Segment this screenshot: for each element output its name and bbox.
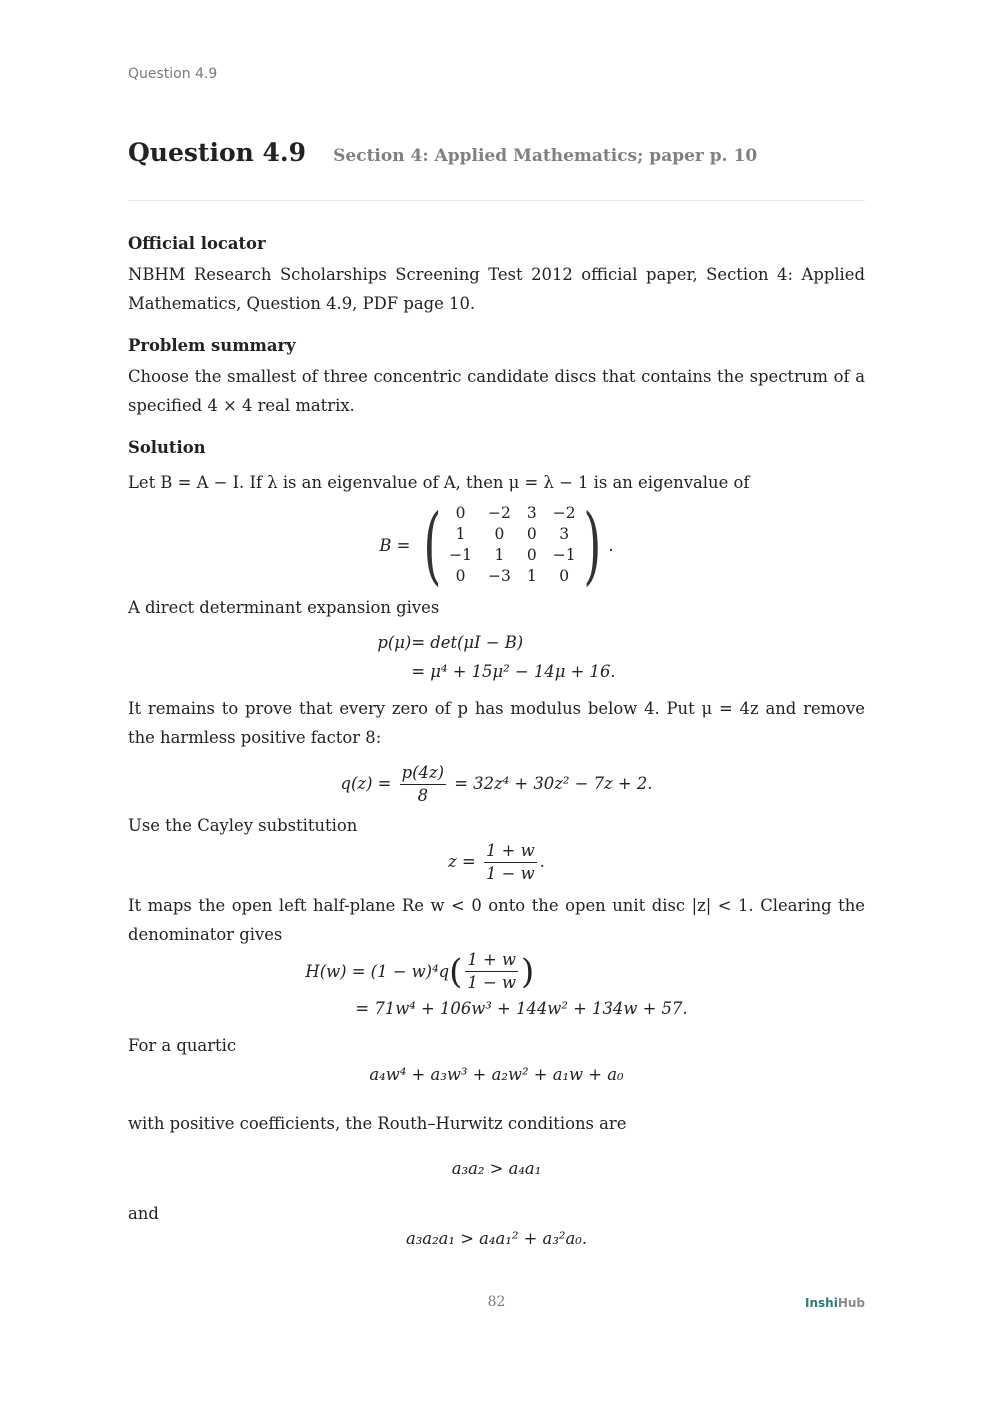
matrix-cell: 1: [494, 546, 505, 564]
cayley-period: .: [539, 852, 545, 871]
brand-part-2: Hub: [837, 1296, 865, 1310]
matrix-grid: [449, 503, 575, 587]
maps-paragraph: It maps the open left half-plane Re w < 0 onto the open unit disc |z| < 1. Clearing the denominator gives: [128, 896, 865, 944]
matrix-cell: 0: [455, 504, 466, 522]
page-subtitle: Section 4: Applied Mathematics; paper p. 10: [333, 146, 758, 166]
matrix-cell: 0: [559, 567, 570, 585]
det-line1-lhs: p(μ): [377, 633, 412, 652]
q-rhs: = 32z⁴ + 30z² − 7z + 2.: [454, 774, 653, 793]
det-line2-rhs: = μ⁴ + 15μ² − 14μ + 16.: [411, 662, 616, 681]
solution-heading: Solution: [128, 438, 206, 457]
summary-text: Choose the smallest of three concentric candidate discs that contains the spectrum of a specified 4 × 4 real matrix.: [128, 367, 865, 415]
prove-paragraph: It remains to prove that every zero of p has modulus below 4. Put μ = 4z and remove the harmless positive factor 8:: [128, 699, 865, 747]
cayley-intro: Use the Cayley substitution: [128, 816, 358, 835]
h-left-paren: (: [449, 951, 463, 992]
h-right-paren: ): [521, 951, 535, 992]
main-content: [128, 232, 865, 1253]
q-lhs: q(z) =: [340, 774, 392, 793]
matrix-cell: 0: [494, 525, 505, 543]
matrix-cell: 0: [455, 567, 466, 585]
cayley-equation: [128, 840, 865, 885]
running-head: Question 4.9: [128, 66, 218, 82]
matrix-cell: 0: [526, 525, 537, 543]
matrix-cell: 0: [526, 546, 537, 564]
matrix-cell: 1: [526, 567, 537, 585]
title-divider: [128, 200, 865, 201]
q-numerator: p(4z): [400, 762, 446, 785]
det-line1-rhs: = det(μI − B): [411, 633, 524, 652]
page-title: Question 4.9: [128, 138, 307, 167]
rh-condition-1: a₃a₂ > a₄a₁: [451, 1159, 542, 1178]
h-numerator: 1 + w: [465, 949, 518, 972]
q-equation: [128, 762, 865, 807]
locator-heading: Official locator: [128, 234, 266, 253]
matrix-lhs: B =: [379, 535, 411, 555]
determinant-intro: A direct determinant expansion gives: [128, 598, 440, 617]
q-denominator: 8: [417, 786, 429, 805]
page-number: 82: [487, 1294, 506, 1310]
matrix-cell: −3: [488, 567, 511, 585]
left-paren: (: [423, 496, 442, 594]
and-word: and: [128, 1204, 159, 1223]
h-equation: [128, 949, 865, 1023]
cayley-lhs: z =: [448, 852, 476, 871]
matrix-period: .: [608, 535, 614, 555]
quartic-intro: For a quartic: [128, 1036, 237, 1055]
cayley-denominator: 1 − w: [485, 864, 535, 883]
matrix-b: [416, 496, 608, 594]
rh-condition-2: a₃a₂a₁ > a₄a₁² + a₃²a₀.: [405, 1229, 588, 1248]
matrix-cell: 1: [455, 525, 466, 543]
cayley-fraction: [484, 840, 537, 885]
cayley-numerator: 1 + w: [484, 840, 537, 863]
matrix-cell: −1: [449, 546, 473, 564]
locator-text: NBHM Research Scholarships Screening Test 2012 official paper, Section 4: Applied Mathematics, Question 4.9, PDF page 10.: [128, 265, 865, 313]
brand-part-1: Inshi: [805, 1296, 838, 1310]
quartic-expression: a₄w⁴ + a₃w³ + a₂w² + a₁w + a₀: [369, 1065, 624, 1084]
h-line2: = 71w⁴ + 106w³ + 144w² + 134w + 57.: [355, 999, 688, 1018]
h-fraction: [465, 949, 518, 994]
matrix-cell: 3: [559, 525, 570, 543]
matrix-cell: −2: [552, 504, 576, 522]
right-paren: ): [582, 496, 602, 594]
matrix-cell: 3: [526, 504, 537, 522]
determinant-equation: [128, 628, 865, 686]
matrix-cell: −1: [552, 546, 576, 564]
summary-heading: Problem summary: [128, 336, 296, 355]
solution-intro: Let B = A − I. If λ is an eigenvalue of A, then μ = λ − 1 is an eigenvalue of: [128, 473, 750, 492]
matrix-equation: [128, 496, 865, 594]
q-fraction: [400, 762, 446, 807]
routh-hurwitz-intro: with positive coefficients, the Routh–Hurwitz conditions are: [128, 1114, 627, 1133]
matrix-cell: −2: [488, 504, 511, 522]
title-row: [128, 138, 757, 167]
brand-logo: [805, 1296, 865, 1310]
h-lhs: H(w) = (1 − w)⁴q: [305, 962, 450, 981]
h-denominator: 1 − w: [467, 973, 517, 992]
